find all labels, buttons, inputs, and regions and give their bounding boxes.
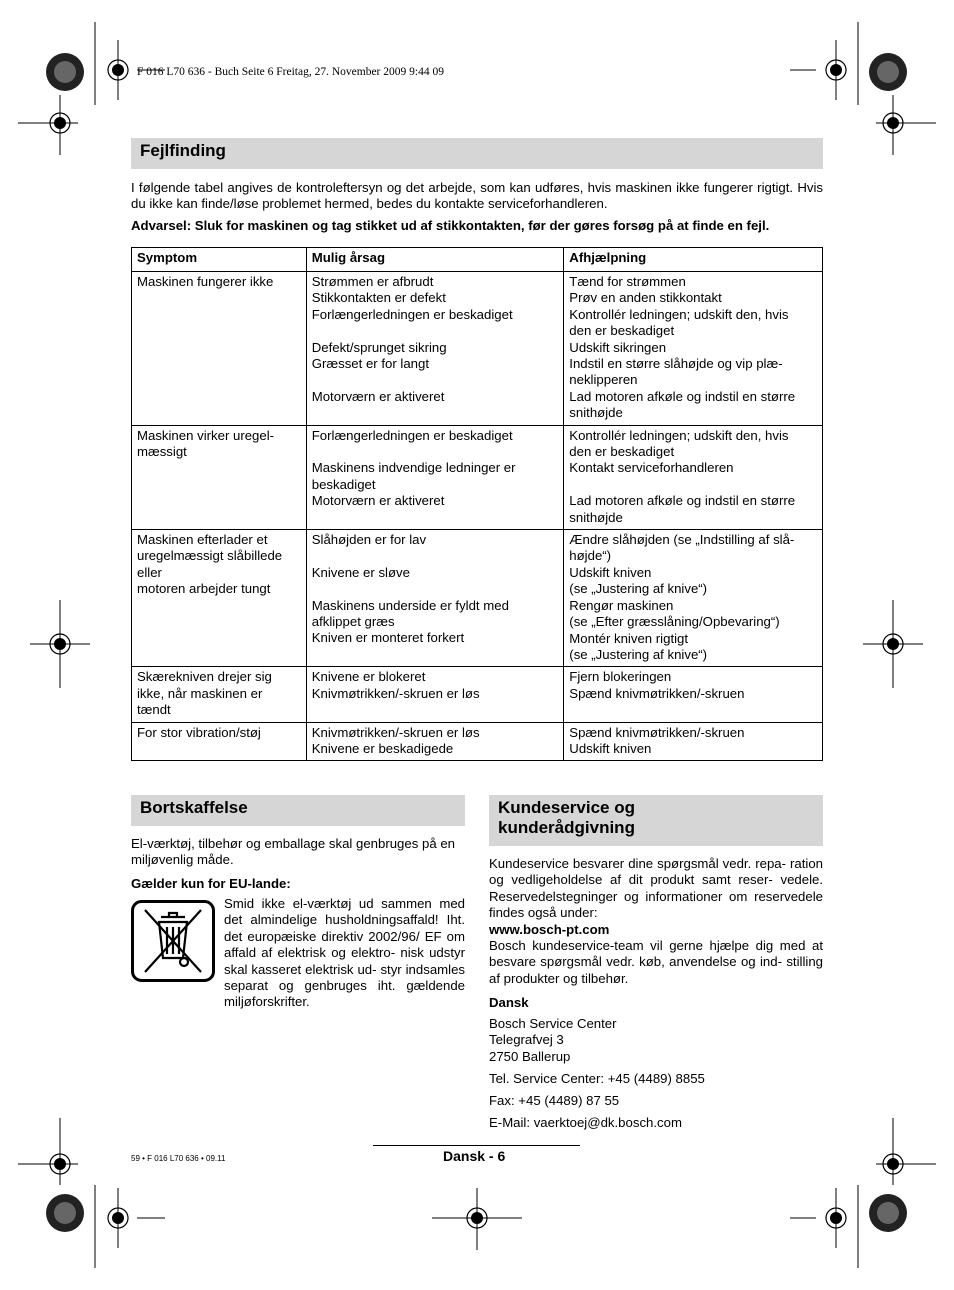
cause-line: Forlængerledningen er beskadiget xyxy=(311,427,513,443)
column-header-cause: Mulig årsag xyxy=(306,248,564,272)
address-line: Bosch Service Center xyxy=(489,1016,617,1031)
cell-symptom xyxy=(132,272,307,426)
remedy-line: Montér kniven rigtigt xyxy=(569,630,689,646)
cell-cause xyxy=(306,272,564,426)
remedy-line: Tænd for strømmen xyxy=(569,274,686,289)
cell-cause xyxy=(306,425,564,529)
cause-line xyxy=(312,372,559,388)
symptom-line: tændt xyxy=(137,702,171,718)
cell-remedy xyxy=(564,530,823,667)
cause-line: Motorværn er aktiveret xyxy=(311,388,445,404)
print-header: F 016 L70 636 - Buch Seite 6 Freitag, 27. November 2009 9:44 09 xyxy=(137,66,444,78)
service-country: Dansk xyxy=(489,995,529,1010)
cause-line: Slåhøjden er for lav xyxy=(311,532,427,548)
remedy-line: Rengør maskinen xyxy=(569,597,674,613)
cell-symptom xyxy=(132,530,307,667)
cell-symptom xyxy=(132,425,307,529)
cell-symptom xyxy=(132,667,307,722)
remedy-line: den er beskadiget xyxy=(569,444,675,460)
service-url[interactable]: www.bosch-pt.com xyxy=(489,922,610,937)
remedy-line: Udskift kniven xyxy=(569,564,652,580)
remedy-line: Udskift kniven xyxy=(569,740,652,756)
cause-line: Strømmen er afbrudt xyxy=(311,274,434,289)
cause-line: Maskinens underside er fyldt med xyxy=(311,597,509,613)
troubleshooting-warning: Advarsel: Sluk for maskinen og tag stikket ud af stikkontakten, før der gøres forsøg på at finde en fejl. xyxy=(131,218,770,233)
remedy-line: Kontrollér ledningen; udskift den, hvis xyxy=(569,306,789,322)
remedy-line: Kontrollér ledningen; udskift den, hvis xyxy=(569,427,789,443)
eu-disposal-text: Smid ikke el-værktøj ud sammen med det almindelige husholdningsaffald! Iht. det europæiske direktiv 2002/96/ EF om affald af elektrisk og elektro- nisk udstyr skal kasseret elektrisk ud- styr indsamles separat og genbruges iht. gældende miljøforskrifter. xyxy=(224,896,465,1010)
cause-line: Motorværn er aktiveret xyxy=(311,493,445,509)
cell-remedy xyxy=(564,667,823,722)
remedy-line: snithøjde xyxy=(569,509,623,525)
troubleshooting-intro: I følgende tabel angives de kontroleftersyn og det arbejde, som kan udføres, hvis maskinen ikke fungerer rigtigt. Hvis du ikke kan finde/løse problemet hermed, bedes du kontakte serviceforhandleren. xyxy=(131,180,823,212)
cause-line: Defekt/sprunget sikring xyxy=(311,339,447,355)
troubleshooting-heading-text: Fejlfinding xyxy=(140,141,226,160)
cause-line: Knivmøtrikken/-skruen er løs xyxy=(311,724,480,740)
cell-cause xyxy=(306,667,564,722)
remedy-line xyxy=(569,477,817,493)
service-text-2: Bosch kundeservice-team vil gerne hjælpe dig med at besvare spørgsmål vedr. køb, anvendelse og ind- stilling af produkter og tilbehør. xyxy=(489,938,823,986)
cause-line: Knivmøtrikken/-skruen er løs xyxy=(311,685,480,701)
remedy-line: Indstil en større slåhøjde og vip plæ- xyxy=(569,356,783,372)
table-row xyxy=(132,425,823,529)
cell-symptom xyxy=(132,722,307,761)
table-row xyxy=(132,722,823,761)
symptom-line: eller xyxy=(137,564,162,580)
remedy-line: neklipperen xyxy=(569,372,638,388)
service-address xyxy=(489,1016,823,1065)
cause-line: beskadiget xyxy=(311,476,376,492)
column-header-symptom: Symptom xyxy=(132,248,307,272)
service-heading-line2: kunderådgivning xyxy=(498,818,635,837)
disposal-text: El-værktøj, tilbehør og emballage skal genbruges på en miljøvenlig måde. xyxy=(131,836,455,868)
cause-line xyxy=(312,444,559,460)
service-fax: Fax: +45 (4489) 87 55 xyxy=(489,1093,620,1108)
symptom-line: Maskinen virker uregel- xyxy=(137,427,275,443)
symptom-line: mæssigt xyxy=(137,444,187,460)
cell-cause xyxy=(306,722,564,761)
service-text-1: Kundeservice besvarer dine spørgsmål vedr. repa- ration og vedligeholdelse af dit produkt samt reser- vedele. Reservedelstegninger og informationer om reservedele findes også under: xyxy=(489,856,823,921)
remedy-line: Spænd knivmøtrikken/-skruen xyxy=(569,685,745,701)
page-number: Dansk - 6 xyxy=(443,1148,506,1164)
eu-label: Gælder kun for EU-lande: xyxy=(131,876,291,891)
remedy-line: den er beskadiget xyxy=(569,323,675,339)
cause-line: Knivene er blokeret xyxy=(311,669,426,685)
service-tel: Tel. Service Center: +45 (4489) 8855 xyxy=(489,1071,705,1086)
remedy-line: (se „Justering af knive“) xyxy=(569,646,708,662)
cause-line: Maskinens indvendige ledninger er xyxy=(311,460,516,476)
column-header-remedy: Afhjælpning xyxy=(564,248,823,272)
remedy-line: højde“) xyxy=(569,548,612,564)
table-row xyxy=(132,530,823,667)
service-email[interactable]: E-Mail: vaerktoej@dk.bosch.com xyxy=(489,1115,682,1130)
service-heading-line1: Kundeservice og xyxy=(498,798,635,817)
table-row xyxy=(132,667,823,722)
cell-remedy xyxy=(564,272,823,426)
footer-code: 59 • F 016 L70 636 • 09.11 xyxy=(131,1154,226,1163)
cause-line: Stikkontakten er defekt xyxy=(311,290,446,306)
cause-line xyxy=(312,323,559,339)
remedy-line: Spænd knivmøtrikken/-skruen xyxy=(569,724,745,740)
symptom-line: ikke, når maskinen er xyxy=(137,685,263,701)
remedy-line: Prøv en anden stikkontakt xyxy=(569,290,722,306)
weee-bin-icon xyxy=(131,900,215,982)
remedy-line: Fjern blokeringen xyxy=(569,669,672,685)
symptom-line: motoren arbejder tungt xyxy=(137,581,271,597)
cause-line xyxy=(312,581,559,597)
remedy-line: Lad motoren afkøle og indstil en større xyxy=(569,388,796,404)
disposal-heading xyxy=(131,795,465,826)
remedy-line: (se „Justering af knive“) xyxy=(569,581,708,597)
remedy-line: (se „Efter græsslåning/Opbevaring“) xyxy=(569,614,780,630)
cell-cause xyxy=(306,530,564,667)
remedy-line: snithøjde xyxy=(569,405,623,421)
symptom-line: uregelmæssigt slåbillede xyxy=(137,548,283,564)
troubleshooting-heading xyxy=(131,138,823,169)
symptom-line: Skærekniven drejer sig xyxy=(137,669,272,685)
remedy-line: Udskift sikringen xyxy=(569,339,667,355)
cause-line: Knivene er beskadigede xyxy=(311,740,454,756)
address-line: Telegrafvej 3 xyxy=(489,1032,564,1048)
footer-divider xyxy=(373,1145,580,1146)
cause-line: Kniven er monteret forkert xyxy=(311,630,465,646)
cell-remedy xyxy=(564,425,823,529)
cause-line: afklippet græs xyxy=(311,614,395,630)
cause-line: Knivene er sløve xyxy=(311,564,410,580)
cell-remedy xyxy=(564,722,823,761)
cause-line: Forlængerledningen er beskadiget xyxy=(311,306,513,322)
remedy-line: Ændre slåhøjden (se „Indstilling af slå- xyxy=(569,532,795,548)
cause-line xyxy=(312,548,559,564)
symptom-line: Maskinen efterlader et xyxy=(137,532,268,548)
remedy-line: Kontakt serviceforhandleren xyxy=(569,460,734,476)
symptom-line: Maskinen fungerer ikke xyxy=(137,274,274,289)
table-header-row xyxy=(132,248,823,272)
symptom-line: For stor vibration/støj xyxy=(137,724,261,740)
troubleshooting-table xyxy=(131,247,823,761)
remedy-line: Lad motoren afkøle og indstil en større xyxy=(569,493,796,509)
service-heading xyxy=(489,795,823,846)
cause-line: Græsset er for langt xyxy=(311,356,429,372)
table-row xyxy=(132,272,823,426)
disposal-heading-text: Bortskaffelse xyxy=(140,798,248,817)
address-line: 2750 Ballerup xyxy=(489,1048,571,1064)
